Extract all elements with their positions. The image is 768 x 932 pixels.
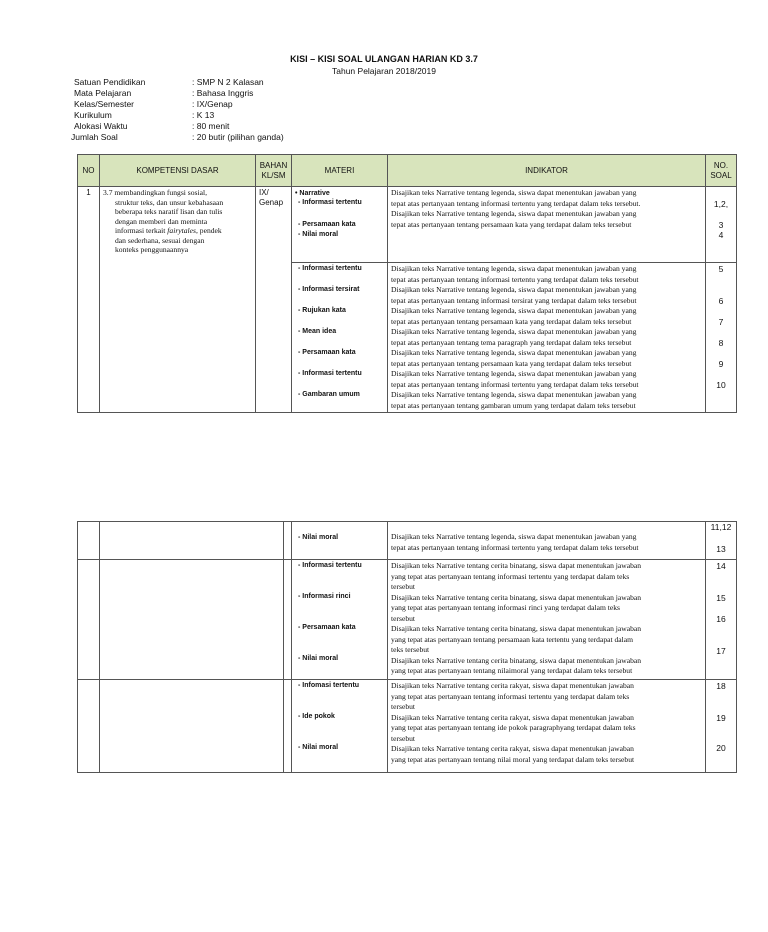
document-subtitle: Tahun Pelajaran 2018/2019 xyxy=(332,66,436,76)
materi-item: - Ide pokok xyxy=(298,713,335,720)
soal-cell xyxy=(706,560,737,680)
info-label: Jumlah Soal xyxy=(71,132,118,142)
table-header-row xyxy=(78,155,737,187)
table-row xyxy=(78,187,737,263)
info-value: : SMP N 2 Kalasan xyxy=(192,77,264,87)
materi-item: - Informasi rinci xyxy=(298,593,351,600)
indikator-line: tepat atas pertanyaan tentang persamaan kata yang terdapat dalam teks tersebut xyxy=(391,316,632,326)
materi-item: - Informasi tersirat xyxy=(298,286,360,293)
materi-item: - Informasi tertentu xyxy=(298,199,362,206)
soal-number: 5 xyxy=(718,264,724,274)
indikator-line: Disajikan teks Narrative tentang cerita binatang, siswa dapat menentukan jawaban xyxy=(391,561,642,570)
indikator-line: Disajikan teks Narrative tentang cerita binatang, siswa dapat menentukan jawaban xyxy=(391,655,642,665)
kompetensi-dasar-cell xyxy=(100,187,256,413)
materi-cell xyxy=(292,187,388,263)
header-kompetensi-dasar: KOMPETENSI DASAR xyxy=(100,155,256,187)
soal-number: 9 xyxy=(718,359,724,369)
table-row xyxy=(78,522,737,560)
empty-cell xyxy=(78,522,100,560)
soal-cell xyxy=(706,187,737,263)
table-row xyxy=(78,680,737,773)
empty-cell xyxy=(100,680,284,773)
header-bahan-line1: BAHAN xyxy=(259,160,288,170)
empty-cell xyxy=(284,560,292,680)
indikator-line: tepat atas pertanyaan tentang persamaan kata yang terdapat dalam teks tersebut xyxy=(391,358,632,368)
soal-number: 8 xyxy=(718,338,724,348)
materi-item: - Persamaan kata xyxy=(298,624,356,631)
soal-number: 19 xyxy=(716,713,726,723)
soal-cell xyxy=(706,680,737,773)
soal-number: 17 xyxy=(716,646,726,656)
indikator-cell xyxy=(388,560,706,680)
indikator-cell xyxy=(388,263,706,413)
indikator-line: Disajikan teks Narrative tentang legenda, siswa dapat menentukan jawaban yang xyxy=(391,327,637,336)
materi-item: - Informasi tertentu xyxy=(298,265,362,272)
soal-cell xyxy=(706,263,737,413)
info-label: Satuan Pendidikan xyxy=(74,77,146,87)
indikator-line: Disajikan teks Narrative tentang legenda, siswa dapat menentukan jawaban yang xyxy=(391,285,637,294)
info-value: : Bahasa Inggris xyxy=(192,88,254,98)
kd-line xyxy=(103,226,252,236)
indikator-line: tepat atas pertanyaan tentang informasi tertentu yang terdapat dalam teks tersebut xyxy=(391,379,639,389)
info-value: : K 13 xyxy=(192,110,215,120)
indikator-line: Disajikan teks Narrative tentang legenda, siswa dapat menentukan jawaban yang xyxy=(391,532,637,541)
soal-number: 15 xyxy=(716,593,726,603)
materi-item: - Infomasi tertentu xyxy=(298,682,360,689)
info-value: : 80 menit xyxy=(192,121,230,131)
materi-item: - Rujukan kata xyxy=(298,307,346,314)
indikator-line: yang tepat atas pertanyaan tentang informasi rinci yang terdapat dalam teks xyxy=(391,603,620,612)
indikator-line: yang tepat atas pertanyaan tentang persamaan kata tertentu yang terdapat dalam xyxy=(391,634,634,644)
soal-number: 13 xyxy=(716,544,726,554)
indikator-line: Disajikan teks Narrative tentang cerita binatang, siswa dapat menentukan jawaban xyxy=(391,624,642,633)
soal-number: 16 xyxy=(716,614,726,624)
info-value: : 20 butir (pilihan ganda) xyxy=(192,132,284,142)
indikator-line: Disajikan teks Narrative tentang legenda, siswa dapat menentukan jawaban yang xyxy=(391,348,637,357)
indikator-line: Disajikan teks Narrative tentang cerita rakyat, siswa dapat menentukan jawaban xyxy=(391,744,634,753)
info-value: : IX/Genap xyxy=(192,99,233,109)
materi-item: - Nilai moral xyxy=(298,534,339,541)
row-number: 1 xyxy=(78,187,100,413)
materi-item: - Nilai moral xyxy=(298,744,339,751)
indikator-line: tepat atas pertanyaan tentang informasi tersirat yang terdapat dalam teks tersebut xyxy=(391,295,637,305)
kd-text: informasi terkait xyxy=(115,226,168,235)
kd-line: struktur teks, dan unsur kebahasaan xyxy=(115,197,224,207)
indikator-cell xyxy=(388,680,706,773)
indikator-line: Disajikan teks Narrative tentang cerita binatang, siswa dapat menentukan jawaban xyxy=(391,592,642,602)
kd-line: dan sederhana, sesuai dengan xyxy=(115,235,205,245)
materi-item: - Informasi tertentu xyxy=(298,370,362,377)
kisi-table-1 xyxy=(77,154,737,413)
kd-line: dengan memberi dan meminta xyxy=(115,216,208,226)
soal-number: 18 xyxy=(716,681,726,691)
indikator-line: tepat atas pertanyaan tentang gambaran umum yang terdapat dalam teks tersebut xyxy=(391,400,636,410)
kisi-table-2 xyxy=(77,521,737,773)
header-materi: MATERI xyxy=(292,155,388,187)
table-row xyxy=(78,560,737,680)
indikator-cell xyxy=(388,522,706,560)
empty-cell xyxy=(78,560,100,680)
header-no-soal xyxy=(706,155,737,187)
header-soal-line2: SOAL xyxy=(710,170,732,180)
document-title: KISI – KISI SOAL ULANGAN HARIAN KD 3.7 xyxy=(290,54,478,64)
indikator-line: yang tepat atas pertanyaan tentang informasi tertentu yang terdapat dalam teks xyxy=(391,691,630,701)
header-bahan xyxy=(256,155,292,187)
materi-item: - Persamaan kata xyxy=(298,349,356,356)
empty-cell xyxy=(284,680,292,773)
soal-cell xyxy=(706,522,737,560)
header-soal-line1: NO. xyxy=(713,160,729,170)
soal-number: 1,2, xyxy=(713,199,729,209)
indikator-line: tersebut xyxy=(391,702,416,711)
indikator-line: Disajikan teks Narrative tentang cerita rakyat, siswa dapat menentukan jawaban xyxy=(391,681,634,690)
indikator-line: tepat atas pertanyaan tentang tema paragraph yang terdapat dalam teks tersebut xyxy=(391,337,632,347)
soal-number: 6 xyxy=(718,296,724,306)
soal-number: 7 xyxy=(718,317,724,327)
kd-line: beberapa teks naratif lisan dan tulis xyxy=(115,207,223,216)
soal-number: 10 xyxy=(716,380,726,390)
soal-number: 3 xyxy=(718,220,724,230)
bahan-cell xyxy=(256,187,292,413)
materi-cell xyxy=(292,522,388,560)
materi-cell xyxy=(292,680,388,773)
indikator-line: tepat atas pertanyaan tentang persamaan kata yang terdapat dalam teks tersebut xyxy=(391,219,632,229)
indikator-cell xyxy=(388,187,706,263)
info-label: Alokasi Waktu xyxy=(74,121,128,131)
materi-item: - Nilai moral xyxy=(298,231,339,238)
kd-text: , pendek xyxy=(195,226,222,235)
materi-item: - Informasi tertentu xyxy=(298,562,362,569)
empty-cell xyxy=(100,560,284,680)
bahan-line: Genap xyxy=(259,198,284,207)
soal-number: 14 xyxy=(716,561,726,571)
info-label: Kelas/Semester xyxy=(74,99,134,109)
indikator-line: tepat atas pertanyaan tentang informasi tertentu yang terdapat dalam teks tersebut. xyxy=(391,198,641,208)
soal-number: 11,12 xyxy=(710,522,732,532)
empty-cell xyxy=(78,680,100,773)
empty-cell xyxy=(284,522,292,560)
kd-line: 3.7 membandingkan fungsi sosial, xyxy=(103,188,207,197)
kd-italic-term: fairytales xyxy=(167,226,196,235)
indikator-line: Disajikan teks Narrative tentang legenda, siswa dapat menentukan jawaban yang xyxy=(391,306,637,315)
materi-item: • Narrative xyxy=(295,190,330,197)
kd-line: konteks penggunaannya xyxy=(115,245,189,254)
info-label: Mata Pelajaran xyxy=(74,88,132,98)
materi-cell xyxy=(292,560,388,680)
indikator-line: teks tersebut xyxy=(391,645,430,654)
materi-item: - Persamaan kata xyxy=(298,221,356,228)
materi-item: - Gambaran umum xyxy=(298,391,360,398)
materi-item: - Mean idea xyxy=(298,328,337,335)
indikator-line: tersebut xyxy=(391,733,416,743)
indikator-line: tersebut xyxy=(391,582,416,591)
indikator-line: Disajikan teks Narrative tentang legenda, siswa dapat menentukan jawaban yang xyxy=(391,369,637,378)
soal-number: 20 xyxy=(716,743,726,753)
info-label: Kurikulum xyxy=(74,110,112,120)
indikator-line: yang tepat atas pertanyaan tentang nilaimoral yang terdapat dalam teks tersebut xyxy=(391,666,633,675)
indikator-line: tepat atas pertanyaan tentang informasi tertentu yang terdapat dalam teks tersebut xyxy=(391,543,639,552)
indikator-line: Disajikan teks Narrative tentang legenda, siswa dapat menentukan jawaban yang xyxy=(391,264,637,273)
header-bahan-line2: KL/SM xyxy=(261,170,286,180)
indikator-line: Disajikan teks Narrative tentang legenda, siswa dapat menentukan jawaban yang xyxy=(391,188,637,197)
indikator-line: Disajikan teks Narrative tentang legenda, siswa dapat menentukan jawaban yang xyxy=(391,390,637,399)
indikator-line: yang tepat atas pertanyaan tentang ide pokok paragraphyang terdapat dalam teks xyxy=(391,723,636,732)
materi-cell xyxy=(292,263,388,413)
empty-cell xyxy=(100,522,284,560)
indikator-line: Disajikan teks Narrative tentang legenda, siswa dapat menentukan jawaban yang xyxy=(391,209,637,218)
soal-number: 4 xyxy=(718,230,724,240)
indikator-line: tepat atas pertanyaan tentang informasi tertentu yang terdapat dalam teks tersebut xyxy=(391,274,639,284)
indikator-line: yang tepat atas pertanyaan tentang informasi tertentu yang terdapat dalam teks xyxy=(391,571,630,581)
indikator-line: tersebut xyxy=(391,613,416,623)
header-indikator: INDIKATOR xyxy=(388,155,706,187)
indikator-line: yang tepat atas pertanyaan tentang nilai moral yang terdapat dalam teks tersebut xyxy=(391,754,635,764)
header-no: NO xyxy=(78,155,100,187)
materi-item: - Nilai moral xyxy=(298,655,339,662)
indikator-line: Disajikan teks Narrative tentang cerita rakyat, siswa dapat menentukan jawaban xyxy=(391,712,634,722)
bahan-line: IX/ xyxy=(259,188,269,197)
